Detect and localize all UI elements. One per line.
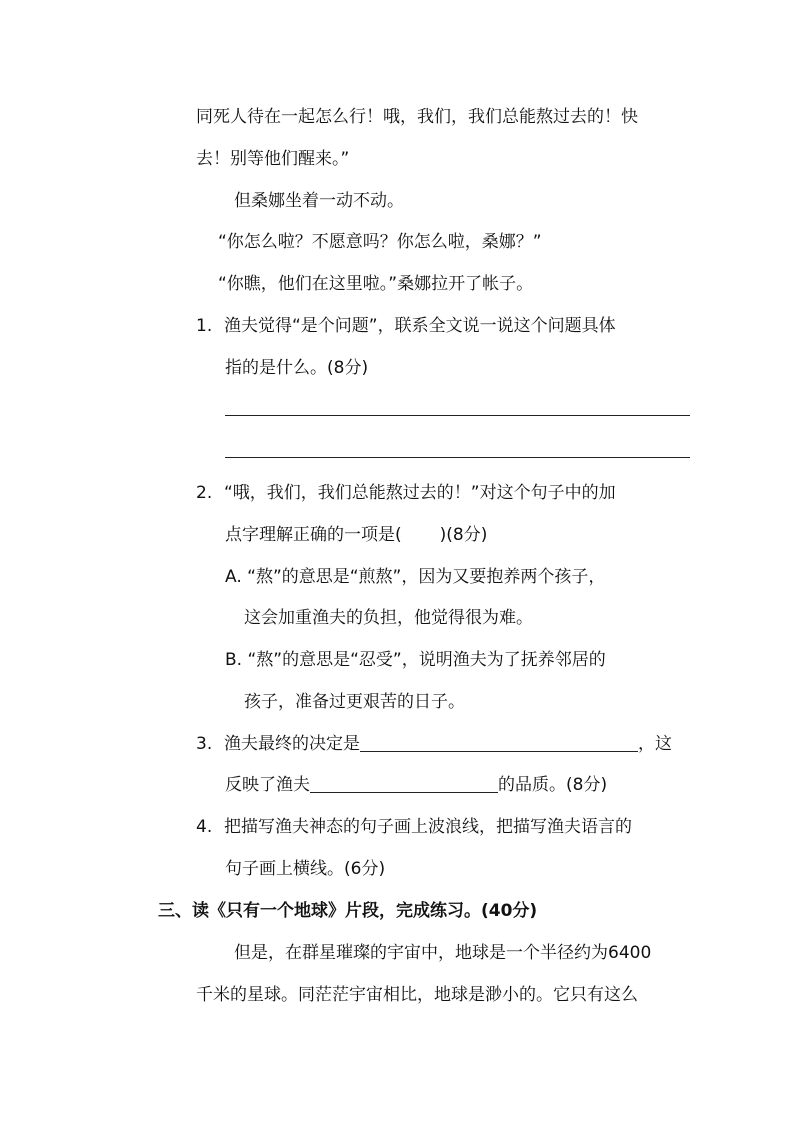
question-3-text-a: 渔夫最终的决定是 (224, 734, 360, 754)
question-3 (196, 733, 672, 755)
question-3-text-c: 反映了渔夫 (225, 775, 310, 795)
passage-line-5: “你瞧，他们在这里啦。”桑娜拉开了帐子。 (218, 274, 534, 294)
answer-line-1[interactable] (225, 415, 690, 416)
section-3-heading: 三、读《只有一个地球》片段，完成练习。(40分) (158, 901, 538, 921)
option-a-line-2: 这会加重渔夫的负担，他觉得很为难。 (244, 608, 533, 628)
question-number: 3. (196, 734, 213, 754)
question-4 (196, 816, 632, 838)
question-number: 4. (196, 817, 213, 837)
section-3-line-1: 但是，在群星璀璨的宇宙中，地球是一个半径约为6400 (234, 943, 652, 963)
option-b-line-1: B. “熬”的意思是“忍受”，说明渔夫为了抚养邻居的 (225, 650, 606, 670)
passage-line-4: “你怎么啦？不愿意吗？你怎么啦，桑娜？” (218, 232, 542, 252)
question-2-score: )(8分) (439, 525, 488, 545)
passage-line-3: 但桑娜坐着一动不动。 (234, 191, 404, 211)
question-4-text-line-2: 句子画上横线。(6分) (225, 859, 386, 879)
option-b-line-2: 孩子，准备过更艰苦的日子。 (244, 692, 465, 712)
question-3-text-d: 的品质。(8分) (498, 775, 608, 795)
question-2-text-line-2 (225, 524, 487, 546)
answer-line-2[interactable] (225, 457, 690, 458)
section-3-line-2: 千米的星球。同茫茫宇宙相比，地球是渺小的。它只有这么 (196, 985, 638, 1005)
question-number: 1. (196, 316, 213, 336)
quality-fill-blank[interactable] (310, 774, 498, 793)
question-1-text-line-2: 指的是什么。(8分) (225, 358, 369, 378)
question-2-prompt: 点字理解正确的一项是( (225, 525, 402, 545)
question-1 (196, 315, 616, 337)
question-2-text-line-1: “哦，我们，我们总能熬过去的！”对这个句子中的加 (224, 483, 616, 503)
passage-line-1: 同死人待在一起怎么行！哦，我们，我们总能熬过去的！快 (196, 107, 638, 127)
question-3-line-2 (225, 774, 607, 796)
question-number: 2. (196, 483, 213, 503)
question-2 (196, 482, 616, 504)
decision-fill-blank[interactable] (360, 733, 638, 752)
question-1-text-line-1: 渔夫觉得“是个问题”，联系全文说一说这个问题具体 (224, 316, 616, 336)
question-3-text-b: ，这 (638, 734, 672, 754)
passage-line-2: 去！别等他们醒来。” (196, 149, 350, 169)
option-a-line-1: A. “熬”的意思是“煎熬”，因为又要抱养两个孩子， (225, 567, 606, 587)
question-4-text-line-1: 把描写渔夫神态的句子画上波浪线，把描写渔夫语言的 (224, 817, 632, 837)
